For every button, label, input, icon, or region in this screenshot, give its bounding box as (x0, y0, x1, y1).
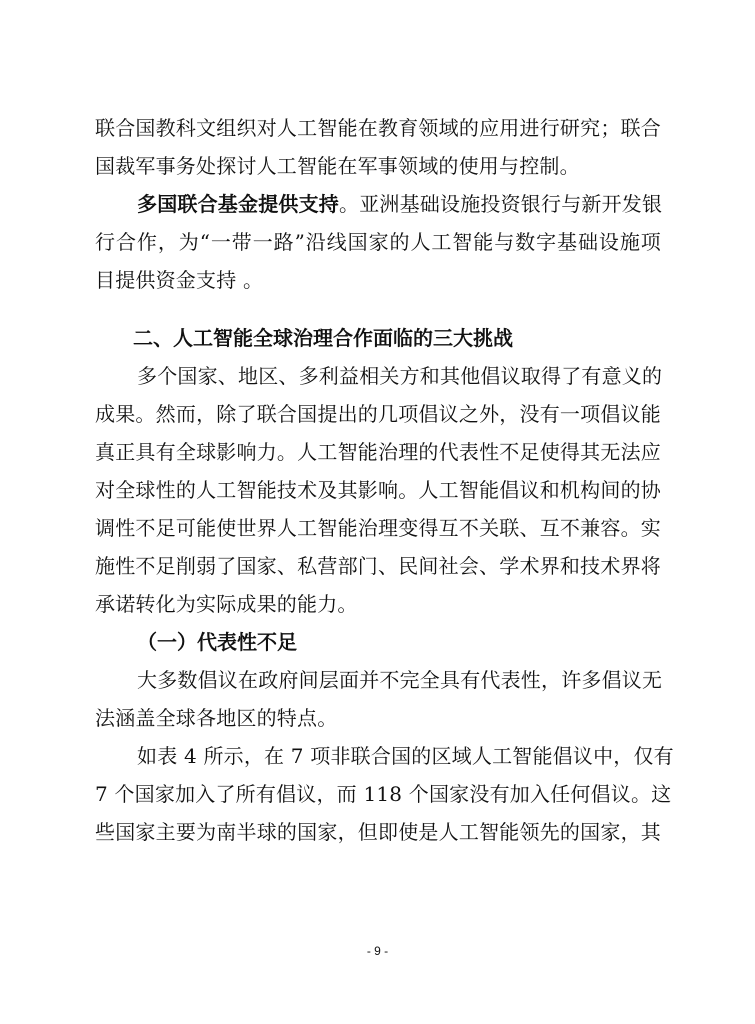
paragraph-representation (95, 661, 661, 737)
text-line: 真正具有全球影响力。人工智能治理的代表性不足使得其无法应 (95, 440, 661, 464)
paragraph-table-4 (95, 737, 674, 851)
paragraph-lead-bold: 多国联合基金提供支持 (137, 192, 339, 216)
paragraph-un-agencies (95, 109, 661, 185)
text-line: 调性不足可能使世界人工智能治理变得互不关联、互不兼容。实 (95, 516, 661, 540)
text-line: 目提供资金支持 。 (95, 268, 264, 292)
section-heading: 二、人工智能全球治理合作面临的三大挑战 (133, 326, 513, 350)
text-line: 施性不足削弱了国家、私营部门、民间社会、学术界和技术界将 (95, 554, 661, 578)
text-line: 如表 4 所示，在 7 项非联合国的区域人工智能倡议中，仅有 (137, 744, 674, 768)
text-line: 多个国家、地区、多利益相关方和其他倡议取得了有意义的 (137, 364, 663, 388)
text-line: 承诺转化为实际成果的能力。 (95, 592, 358, 616)
text-line: 成果。然而，除了联合国提出的几项倡议之外，没有一项倡议能 (95, 402, 661, 426)
paragraph-challenges-intro (95, 357, 661, 623)
body-text (95, 109, 674, 851)
text-line: 大多数倡议在政府间层面并不完全具有代表性，许多倡议无 (137, 668, 663, 692)
text-line: 法涵盖全球各地区的特点。 (95, 706, 338, 730)
text-line: 联合国教科文组织对人工智能在教育领域的应用进行研究；联合 (95, 116, 661, 140)
text-line: 行合作，为“一带一路”沿线国家的人工智能与数字基础设施项 (95, 230, 661, 254)
subsection-heading: （一）代表性不足 (137, 630, 297, 654)
text-line (95, 185, 661, 223)
text-line: 7 个国家加入了所有倡议，而 118 个国家没有加入任何倡议。这 (95, 782, 672, 806)
paragraph-joint-funding (95, 185, 661, 299)
text-line: 国裁军事务处探讨人工智能在军事领域的使用与控制。 (95, 154, 580, 178)
text-span: 。亚洲基础设施投资银行与新开发银 (339, 192, 663, 216)
page-number: - 9 - (366, 944, 389, 958)
text-line: 些国家主要为南半球的国家，但即使是人工智能领先的国家，其 (95, 820, 661, 844)
text-line: 对全球性的人工智能技术及其影响。人工智能倡议和机构间的协 (95, 478, 661, 502)
